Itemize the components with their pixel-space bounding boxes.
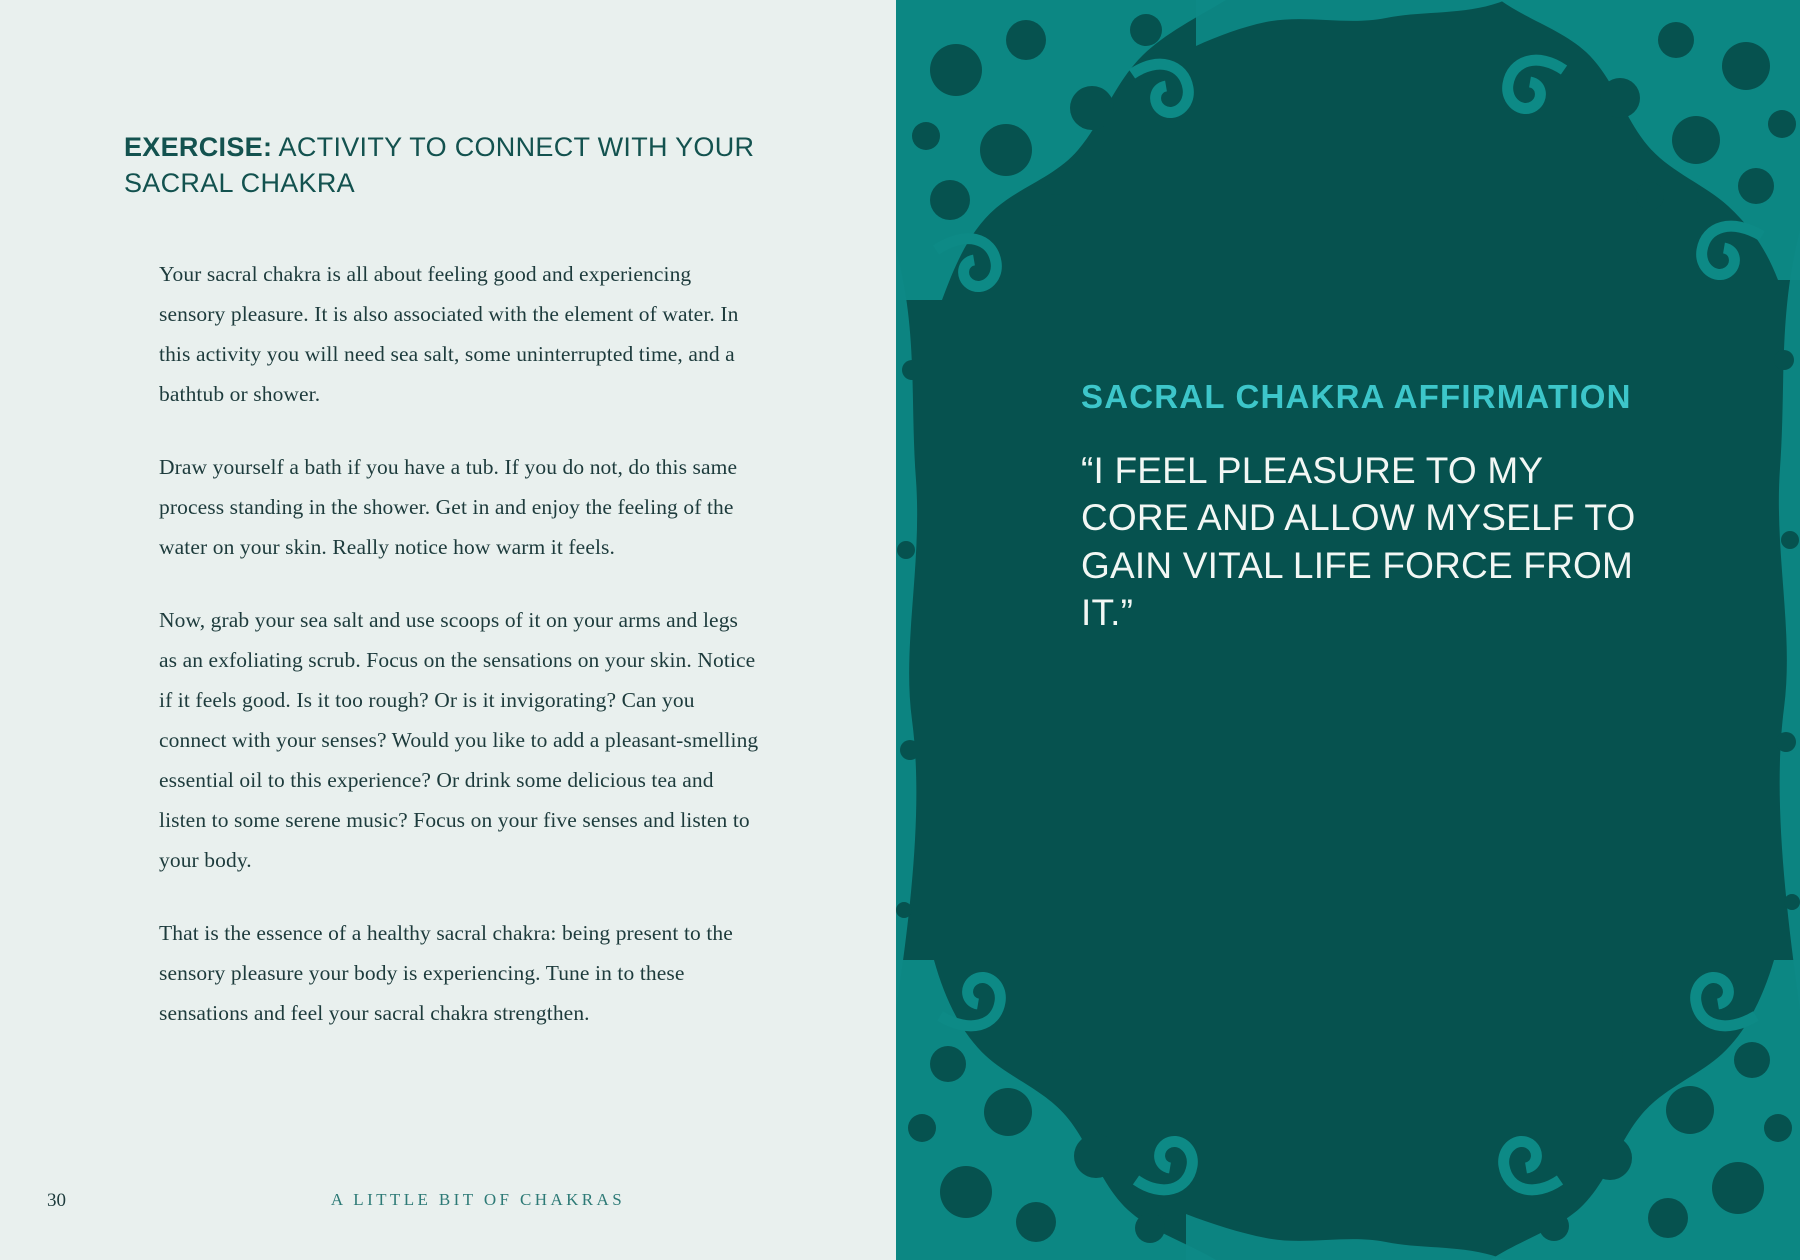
flourish-top-right-icon: [1500, 0, 1800, 280]
flourish-bottom-edge-icon: [1186, 1214, 1506, 1260]
exercise-heading-rest: ACTIVITY TO CONNECT WITH YOUR SACRAL CHAKRA: [124, 132, 755, 198]
left-page: [0, 0, 896, 1260]
paragraph: Your sacral chakra is all about feeling good and experiencing sensory pleasure. It is also associated with the element of water. In this activity you will need sea salt, some uninterrupted time, and a bathtub or shower.: [159, 261, 739, 406]
affirmation-text: “I FEEL PLEASURE TO MY CORE AND ALLOW MYSELF TO GAIN VITAL LIFE FORCE FROM IT.”: [1081, 449, 1636, 633]
page-number: 30: [47, 1190, 66, 1211]
flourish-right-edge-icon: [1740, 230, 1800, 1010]
left-page-content: [124, 130, 764, 1033]
exercise-heading: [124, 130, 764, 202]
right-page: [896, 0, 1800, 1260]
affirmation-label: SACRAL CHAKRA AFFIRMATION: [1081, 378, 1632, 415]
exercise-heading-lead: EXERCISE:: [124, 132, 273, 162]
paragraph: Draw yourself a bath if you have a tub. If you do not, do this same process standing in the shower. Get in and enjoy the feeling of the water on your skin. Really notice how warm it feels.: [159, 454, 738, 559]
paragraph: Now, grab your sea salt and use scoops of it on your arms and legs as an exfoliating scrub. Focus on the sensations on your skin. Notice if it feels good. Is it too rough? Or is it invigorating? Can you connect with your senses? Would you like to add a pleasant-smelling essential oil to this experience? Or drink some delicious tea and listen to some serene music? Focus on your five senses and listen to your body.: [159, 607, 759, 872]
flourish-top-edge-icon: [1196, 0, 1506, 46]
flourish-top-left-icon: [896, 0, 1226, 300]
flourish-bottom-left-icon: [896, 960, 1216, 1260]
flourish-bottom-right-icon: [1490, 960, 1800, 1260]
paragraph: That is the essence of a healthy sacral chakra: being present to the sensory pleasure your body is experiencing. Tune in to these sensations and feel your sacral chakra strengthen.: [159, 920, 733, 1025]
body-copy: [124, 254, 759, 1033]
flourish-left-edge-icon: [896, 250, 956, 1010]
affirmation-block: [1081, 375, 1641, 636]
running-head: A LITTLE BIT OF CHAKRAS: [330, 1190, 626, 1209]
